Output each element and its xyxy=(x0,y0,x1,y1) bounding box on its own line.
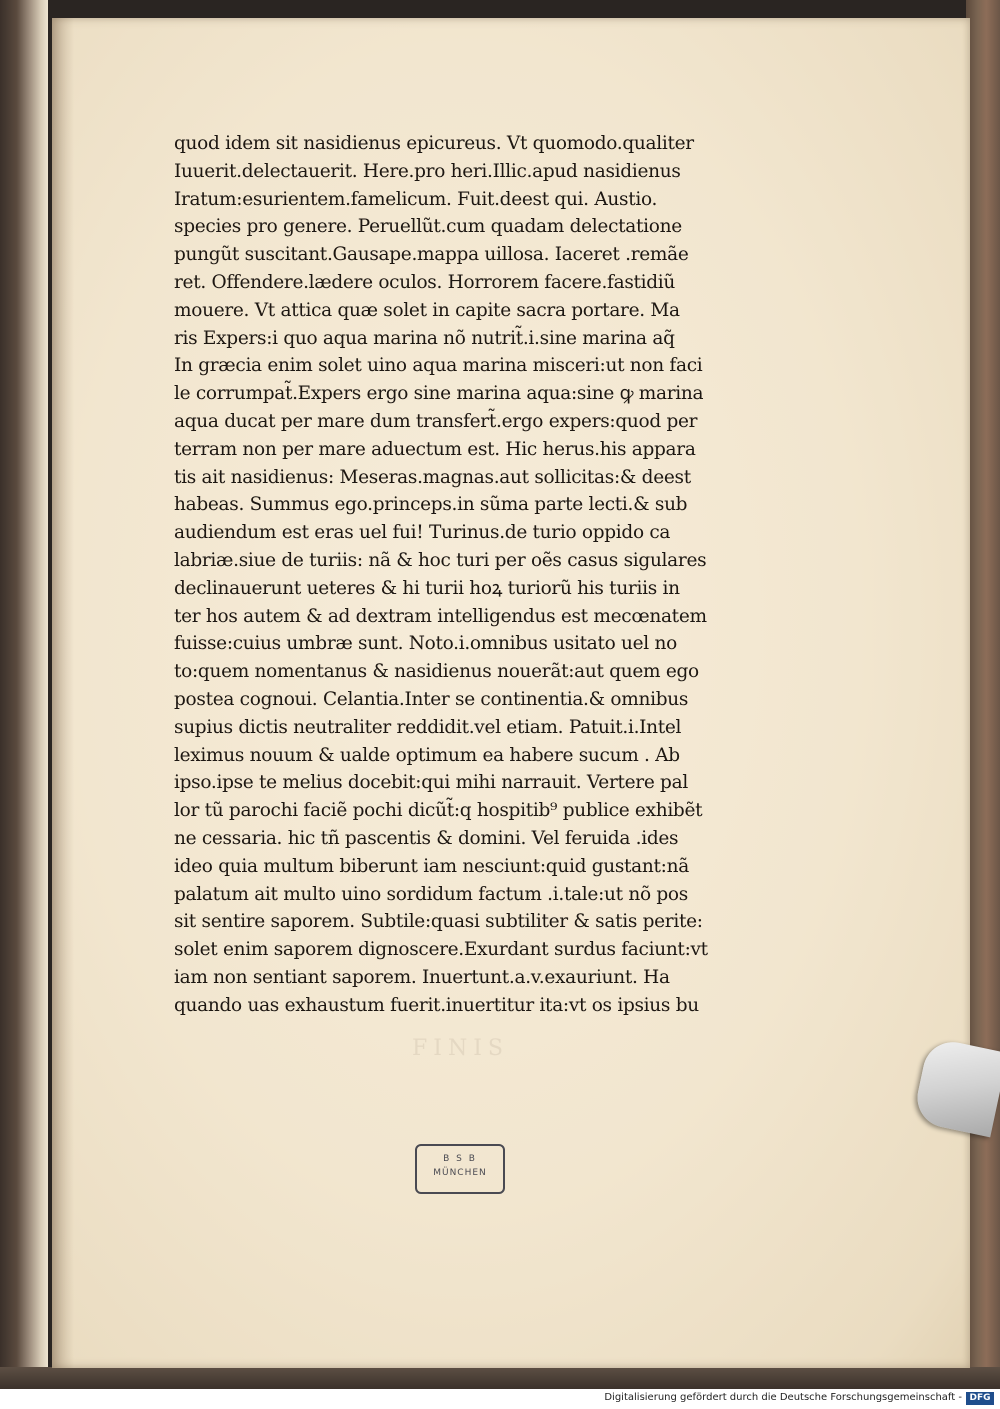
text-line: ret. Offendere.lædere oculos. Horrorem facere.fastidiũ xyxy=(174,271,676,293)
text-line: tis ait nasidienus: Meseras.magnas.aut sollicitas:& deest xyxy=(174,466,691,488)
funding-credit: Digitalisierung gefördert durch die Deutsche Forschungsgemeinschaft - xyxy=(604,1392,962,1403)
show-through-text: FINIS xyxy=(412,1036,509,1061)
text-line: postea cognoui. Celantia.Inter se continentia.& omnibus xyxy=(174,688,689,710)
text-line: habeas. Summus ego.princeps.in sũma parte lecti.& sub xyxy=(174,494,688,516)
text-line: ideo quia multum biberunt iam nesciunt:quid gustant:nã xyxy=(174,855,689,877)
text-line: ris Expers:i quo aqua marina nõ nutrit̃.i.sine marina aq̃ xyxy=(174,327,675,349)
text-line: mouere. Vt attica quæ solet in capite sacra portare. Ma xyxy=(174,299,680,321)
text-line: ipso.ipse te melius docebit:qui mihi narrauit. Vertere pal xyxy=(174,772,688,794)
text-line: audiendum est eras uel fui! Turinus.de turio oppido ca xyxy=(174,522,671,544)
text-line: fuisse:cuius umbræ sunt. Noto.i.omnibus usitato uel no xyxy=(174,633,677,655)
text-line: quod idem sit nasidienus epicureus. Vt quomodo.qualiter xyxy=(174,133,694,154)
text-line: supius dictis neutraliter reddidit.vel etiam. Patuit.i.Intel xyxy=(174,716,682,738)
text-line: Iratum:esurientem.famelicum. Fuit.deest qui. Austio. xyxy=(174,188,658,210)
text-line: In græcia enim solet uino aqua marina misceri:ut non faci xyxy=(174,355,703,377)
dfg-logo: DFG xyxy=(966,1392,994,1405)
stamp-line-2: MÜNCHEN xyxy=(433,1168,487,1178)
text-line: le corrumpat̃.Expers ergo sine marina aqua:sine ꝙ marina xyxy=(174,383,704,405)
book-page xyxy=(52,18,970,1368)
book-cover-right-edge xyxy=(966,0,1000,1389)
text-line: to:quem nomentanus & nasidienus nouerãt:aut quem ego xyxy=(174,661,699,683)
text-line: iam non sentiant saporem. Inuertunt.a.v.exauriunt. Ha xyxy=(174,966,670,988)
text-line: palatum ait multo uino sordidum factum .i.tale:ut nõ pos xyxy=(174,883,688,905)
text-line: labriæ.siue de turiis: nã & hoc turi per oẽs casus sigulares xyxy=(174,549,707,571)
book-cover-bottom-edge xyxy=(0,1367,1000,1389)
text-line: solet enim saporem dignoscere.Exurdant surdus faciunt:vt xyxy=(174,939,708,961)
text-line: species pro genere. Peruellũt.cum quadam delectatione xyxy=(174,216,682,238)
text-line: lor tũ parochi faciẽ pochi dicũt̃:q hospitib⁹ publice exhibẽt xyxy=(174,800,703,822)
text-line: leximus nouum & ualde optimum ea habere sucum . Ab xyxy=(174,744,680,766)
footer-bar xyxy=(0,1389,1000,1409)
text-line: ter hos autem & ad dextram intelligendus est mecœnatem xyxy=(174,605,707,627)
printed-text-block xyxy=(174,130,794,1020)
library-stamp xyxy=(415,1144,505,1194)
text-line: declinauerunt ueteres & hi turii hoꝝ turiorũ his turiis in xyxy=(174,577,680,599)
page-gutter-shadow xyxy=(52,18,74,1368)
text-line: aqua ducat per mare dum transfert̃.ergo expers:quod per xyxy=(174,410,698,432)
text-line: sit sentire saporem. Subtile:quasi subtiliter & satis perite: xyxy=(174,911,703,933)
text-line: Iuuerit.delectauerit. Here.pro heri.Illic.apud nasidienus xyxy=(174,160,681,182)
text-line: ne cessaria. hic tñ pascentis & domini. Vel feruida .ides xyxy=(174,827,679,849)
text-line: terram non per mare aduectum est. Hic herus.his appara xyxy=(174,438,696,460)
book-cover-left-edge xyxy=(0,0,48,1389)
stamp-line-1: B S B xyxy=(443,1154,477,1164)
text-line: pungũt suscitant.Gausape.mappa uillosa. Iaceret .remãe xyxy=(174,244,689,266)
text-line: quando uas exhaustum fuerit.inuertitur ita:vt os ipsius bu xyxy=(174,994,699,1016)
